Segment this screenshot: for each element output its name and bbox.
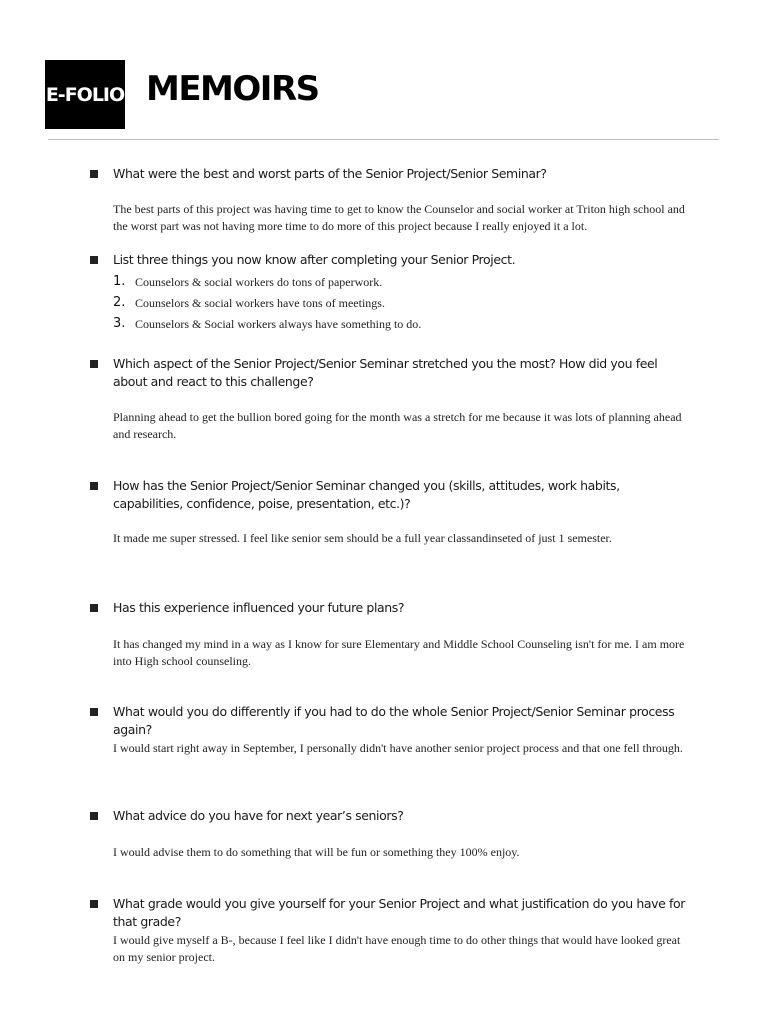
square-bullet-icon bbox=[90, 482, 98, 490]
answer-7: I would advise them to do something that will be fun or something they 100% enjoy. bbox=[113, 845, 520, 859]
question-text: How has the Senior Project/Senior Seminar changed you (skills, attitudes, work habits, capabilities, confidence, poise, presentation, etc.)? bbox=[113, 478, 620, 511]
square-bullet-icon bbox=[90, 604, 98, 612]
question-5 bbox=[90, 599, 690, 617]
list-number: 3. bbox=[113, 316, 126, 331]
list-text: Counselors & social workers do tons of paperwork. bbox=[135, 275, 383, 289]
question-text: Has this experience influenced your future plans? bbox=[113, 600, 405, 615]
question-text: What would you do differently if you had to do the whole Senior Project/Senior Seminar process again? bbox=[113, 704, 675, 737]
list-number: 1. bbox=[113, 274, 126, 289]
square-bullet-icon bbox=[90, 900, 98, 908]
question-text: What were the best and worst parts of the Senior Project/Senior Seminar? bbox=[113, 166, 547, 181]
list-item bbox=[113, 273, 693, 291]
square-bullet-icon bbox=[90, 812, 98, 820]
question-2 bbox=[90, 251, 690, 269]
list-item bbox=[113, 294, 693, 312]
question-4 bbox=[90, 477, 690, 513]
square-bullet-icon bbox=[90, 708, 98, 716]
answer-8: I would give myself a B-, because I feel like I didn't have enough time to do other things that would have looked great on my senior project. bbox=[113, 933, 681, 964]
question-text: List three things you now know after completing your Senior Project. bbox=[113, 252, 516, 267]
list-item bbox=[113, 315, 693, 333]
question-text: Which aspect of the Senior Project/Senior Seminar stretched you the most? How did you feel about and react to this challenge? bbox=[113, 356, 658, 389]
square-bullet-icon bbox=[90, 256, 98, 264]
question-8 bbox=[90, 895, 690, 931]
efolio-logo bbox=[45, 60, 125, 129]
answer-4: It made me super stressed. I feel like senior sem should be a full year classandinseted of just 1 semester. bbox=[113, 531, 612, 545]
answer-3: Planning ahead to get the bullion bored going for the month was a stretch for me because it was lots of planning ahead and research. bbox=[113, 410, 682, 441]
question-6 bbox=[90, 703, 690, 739]
answer-5: It has changed my mind in a way as I know for sure Elementary and Middle School Counseling isn't for me. I am more into High school counseling. bbox=[113, 637, 685, 668]
square-bullet-icon bbox=[90, 170, 98, 178]
question-text: What grade would you give yourself for your Senior Project and what justification do you have for that grade? bbox=[113, 896, 685, 929]
question-3 bbox=[90, 355, 690, 391]
list-text: Counselors & social workers have tons of meetings. bbox=[135, 296, 385, 310]
header-divider bbox=[48, 139, 719, 140]
answer-6: I would start right away in September, I personally didn't have another senior project process and that one fell through. bbox=[113, 741, 683, 755]
square-bullet-icon bbox=[90, 360, 98, 368]
answer-1: The best parts of this project was having time to get to know the Counselor and social worker at Triton high school and the worst part was not having more time to do more of this project because I really enjoyed it a lot. bbox=[113, 202, 685, 233]
page-title: MEMOIRS bbox=[146, 69, 319, 109]
question-text: What advice do you have for next year’s seniors? bbox=[113, 808, 404, 823]
list-text: Counselors & Social workers always have something to do. bbox=[135, 317, 422, 331]
logo-text: E-FOLIO bbox=[45, 83, 125, 106]
list-number: 2. bbox=[113, 295, 126, 310]
question-1 bbox=[90, 165, 690, 183]
question-7 bbox=[90, 807, 690, 825]
